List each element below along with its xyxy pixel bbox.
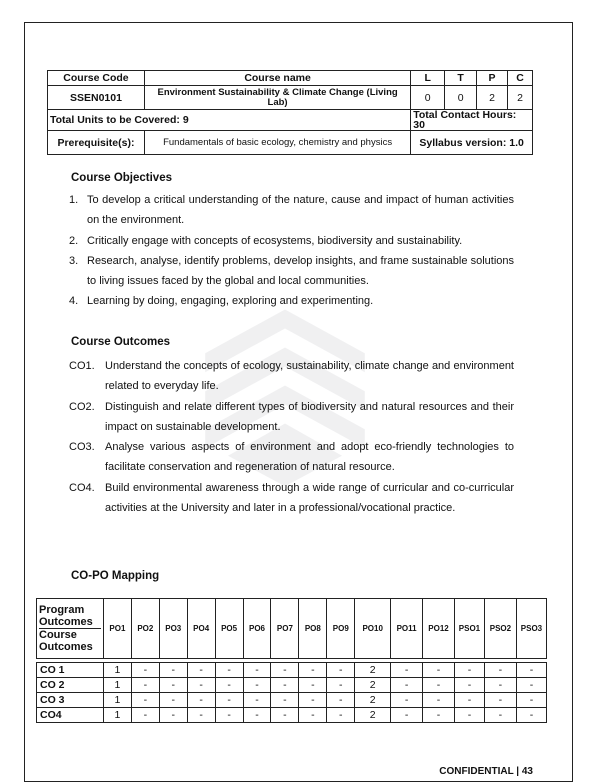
outcomes-list [69, 356, 514, 518]
c-value: 2 [508, 86, 533, 110]
column-header: PO7 [271, 599, 299, 659]
column-header: PO9 [327, 599, 355, 659]
corner-header [37, 599, 104, 659]
column-header: PO8 [299, 599, 327, 659]
course-objectives-title: Course Objectives [71, 172, 172, 184]
prerequisite-label: Prerequisite(s): [48, 131, 145, 155]
list-item: CO1. Understand the concepts of ecology, sustainability, climate change and environment related to everyday life. [69, 360, 514, 393]
t-header: T [445, 71, 477, 86]
t-value: 0 [445, 86, 477, 110]
course-code-value: SSEN0101 [48, 86, 145, 110]
table-row: CO 3 1 - - - - - - - - 2 - - - - - [37, 693, 547, 708]
syllabus-version: Syllabus version: 1.0 [411, 131, 533, 155]
list-item: CO2. Distinguish and relate different types of biodiversity and natural resources and their impact on sustainable development. [69, 400, 514, 433]
column-header: PO2 [131, 599, 159, 659]
column-header: PO6 [243, 599, 271, 659]
total-hours: Total Contact Hours: 30 [411, 110, 533, 131]
table-row: CO 2 1 - - - - - - - - 2 - - - - - [37, 678, 547, 693]
table-row: CO 1 1 - - - - - - - - 2 - - - - - [37, 663, 547, 678]
column-header: PSO2 [484, 599, 516, 659]
co-po-mapping-table [36, 598, 547, 723]
total-units: Total Units to be Covered: 9 [50, 114, 189, 126]
table-row: CO4 1 - - - - - - - - 2 - - - - - [37, 708, 547, 723]
list-item: 4. Learning by doing, engaging, exploring and experimenting. [69, 295, 374, 308]
column-header: PO5 [215, 599, 243, 659]
column-header: PSO1 [454, 599, 484, 659]
list-item: 1. To develop a critical understanding of the nature, cause and impact of human activities on the environment. [69, 194, 514, 227]
column-header: PSO3 [516, 599, 546, 659]
course-code-header: Course Code [48, 71, 145, 86]
confidential-footer: CONFIDENTIAL | 43 [439, 766, 533, 777]
list-item: 2. Critically engage with concepts of ecosystems, biodiversity and sustainability. [69, 234, 463, 247]
l-value: 0 [411, 86, 445, 110]
l-header: L [411, 71, 445, 86]
p-value: 2 [477, 86, 508, 110]
totals-row [48, 110, 411, 131]
c-header: C [508, 71, 533, 86]
course-info-table [47, 70, 533, 155]
list-item: CO3. Analyse various aspects of environment and adopt eco-friendly technologies to facilitate conservation and regeneration of natural resource. [69, 441, 514, 474]
course-outcomes-label: Course Outcomes [39, 629, 93, 653]
p-header: P [477, 71, 508, 86]
list-item: 3. Research, analyse, identify problems, develop insights, and frame sustainable solutions to living issues faced by the global and local communities. [69, 254, 514, 288]
column-header: PO10 [355, 599, 391, 659]
course-outcomes-title: Course Outcomes [71, 336, 171, 348]
program-outcomes-label: Program Outcomes [39, 604, 101, 629]
column-header: PO11 [391, 599, 423, 659]
column-header: PO4 [187, 599, 215, 659]
list-item: CO4. Build environmental awareness through a wide range of curricular and co-curricular activities at the University and later in a professional/vocational practice. [69, 481, 514, 515]
column-header: PO1 [103, 599, 131, 659]
prerequisite-value: Fundamentals of basic ecology, chemistry and physics [144, 131, 410, 155]
co-po-mapping-title: CO-PO Mapping [71, 570, 160, 582]
objectives-list [69, 190, 514, 312]
course-name-header: Course name [144, 71, 410, 86]
course-name-value: Environment Sustainability & Climate Change (Living Lab) [144, 86, 410, 110]
column-header: PO12 [423, 599, 455, 659]
column-header: PO3 [159, 599, 187, 659]
